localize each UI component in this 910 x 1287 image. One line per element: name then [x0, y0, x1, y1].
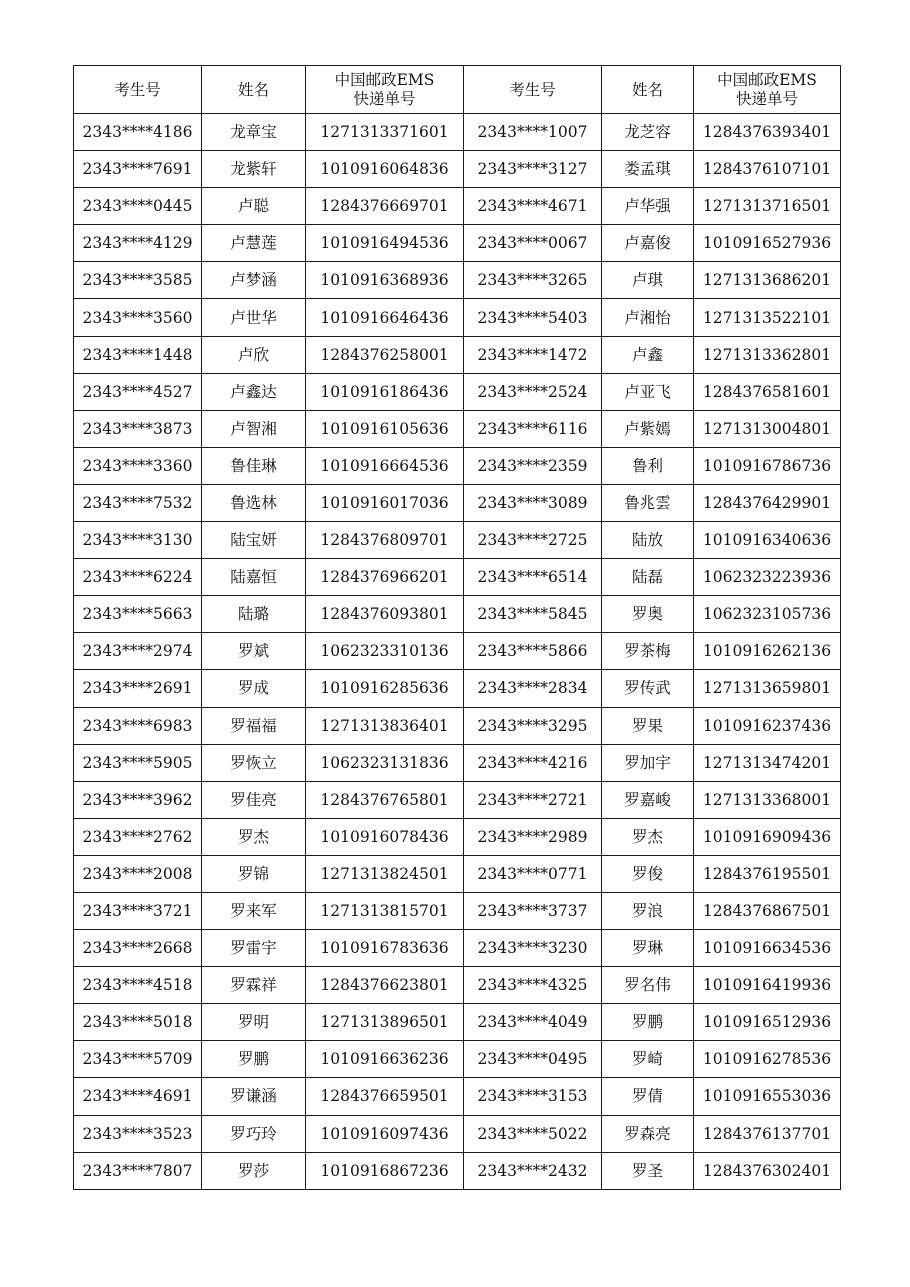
header-exam-id-right: 考生号: [464, 66, 602, 114]
header-exam-id-left: 考生号: [74, 66, 202, 114]
student-name-cell-right: 卢紫嫣: [602, 410, 694, 447]
student-name-cell-right: 卢华强: [602, 188, 694, 225]
ems-number-cell-left: 1010916285636: [306, 670, 464, 707]
exam-id-cell-right: 2343****6514: [464, 559, 602, 596]
student-name-cell-left: 罗福福: [202, 707, 306, 744]
exam-id-cell-left: 2343****4527: [74, 373, 202, 410]
ems-number-cell-right: 1271313659801: [694, 670, 841, 707]
student-name-cell-left: 陆宝妍: [202, 522, 306, 559]
exam-id-cell-right: 2343****4216: [464, 744, 602, 781]
student-name-cell-right: 罗琳: [602, 930, 694, 967]
exam-id-cell-right: 2343****5866: [464, 633, 602, 670]
student-name-cell-right: 陆磊: [602, 559, 694, 596]
student-name-cell-left: 卢欣: [202, 336, 306, 373]
exam-id-cell-left: 2343****4518: [74, 967, 202, 1004]
ems-number-cell-left: 1010916646436: [306, 299, 464, 336]
exam-id-cell-left: 2343****3523: [74, 1115, 202, 1152]
student-name-cell-left: 罗斌: [202, 633, 306, 670]
student-name-cell-left: 罗杰: [202, 818, 306, 855]
table-row: [74, 559, 841, 596]
header-ems-line1: 中国邮政EMS: [717, 70, 817, 89]
exam-id-cell-left: 2343****5709: [74, 1041, 202, 1078]
ems-number-cell-right: 1010916512936: [694, 1004, 841, 1041]
ems-number-cell-right: 1284376302401: [694, 1152, 841, 1189]
ems-number-cell-right: 1284376393401: [694, 114, 841, 151]
ems-number-cell-right: 1284376429901: [694, 484, 841, 521]
table-row: [74, 818, 841, 855]
exam-id-cell-right: 2343****6116: [464, 410, 602, 447]
student-name-cell-right: 罗森亮: [602, 1115, 694, 1152]
exam-id-cell-left: 2343****3560: [74, 299, 202, 336]
student-name-cell-right: 卢亚飞: [602, 373, 694, 410]
student-name-cell-left: 罗成: [202, 670, 306, 707]
ems-number-cell-left: 1010916064836: [306, 151, 464, 188]
ems-tracking-table: [73, 65, 841, 1190]
student-name-cell-right: 娄孟琪: [602, 151, 694, 188]
header-name-left: 姓名: [202, 66, 306, 114]
student-name-cell-left: 陆嘉恒: [202, 559, 306, 596]
student-name-cell-right: 鲁兆雲: [602, 484, 694, 521]
student-name-cell-left: 罗巧玲: [202, 1115, 306, 1152]
exam-id-cell-left: 2343****0445: [74, 188, 202, 225]
student-name-cell-left: 罗谦涵: [202, 1078, 306, 1115]
header-ems-right: [694, 66, 841, 114]
student-name-cell-right: 罗俊: [602, 855, 694, 892]
student-name-cell-left: 罗来军: [202, 892, 306, 929]
exam-id-cell-right: 2343****3089: [464, 484, 602, 521]
ems-number-cell-left: 1271313896501: [306, 1004, 464, 1041]
exam-id-cell-left: 2343****3360: [74, 447, 202, 484]
ems-number-cell-left: 1010916867236: [306, 1152, 464, 1189]
exam-id-cell-right: 2343****1472: [464, 336, 602, 373]
table-row: [74, 670, 841, 707]
ems-number-cell-right: 1062323105736: [694, 596, 841, 633]
exam-id-cell-left: 2343****2691: [74, 670, 202, 707]
exam-id-cell-left: 2343****7532: [74, 484, 202, 521]
table-row: [74, 373, 841, 410]
student-name-cell-right: 罗杰: [602, 818, 694, 855]
ems-number-cell-left: 1284376765801: [306, 781, 464, 818]
student-name-cell-left: 罗雷宇: [202, 930, 306, 967]
exam-id-cell-right: 2343****3230: [464, 930, 602, 967]
exam-id-cell-right: 2343****2721: [464, 781, 602, 818]
ems-number-cell-right: 1284376137701: [694, 1115, 841, 1152]
ems-number-cell-left: 1284376809701: [306, 522, 464, 559]
exam-id-cell-right: 2343****4671: [464, 188, 602, 225]
ems-number-cell-right: 1010916527936: [694, 225, 841, 262]
exam-id-cell-left: 2343****6224: [74, 559, 202, 596]
table-row: [74, 1004, 841, 1041]
exam-id-cell-right: 2343****3295: [464, 707, 602, 744]
exam-id-cell-left: 2343****2008: [74, 855, 202, 892]
exam-id-cell-left: 2343****7691: [74, 151, 202, 188]
ems-number-cell-left: 1010916017036: [306, 484, 464, 521]
student-name-cell-right: 罗加宇: [602, 744, 694, 781]
student-name-cell-left: 卢慧莲: [202, 225, 306, 262]
table-row: [74, 447, 841, 484]
table-row: [74, 967, 841, 1004]
header-ems-line1: 中国邮政EMS: [334, 70, 435, 89]
table-row: [74, 262, 841, 299]
header-ems-line2: 快递单号: [353, 89, 416, 108]
table-row: [74, 1152, 841, 1189]
ems-number-cell-left: 1062323310136: [306, 633, 464, 670]
student-name-cell-left: 鲁佳琳: [202, 447, 306, 484]
exam-id-cell-right: 2343****2725: [464, 522, 602, 559]
ems-number-cell-right: 1271313362801: [694, 336, 841, 373]
ems-number-cell-left: 1271313824501: [306, 855, 464, 892]
table-row: [74, 707, 841, 744]
ems-number-cell-right: 1284376867501: [694, 892, 841, 929]
table-row: [74, 484, 841, 521]
table-row: [74, 522, 841, 559]
student-name-cell-left: 卢世华: [202, 299, 306, 336]
student-name-cell-right: 卢鑫: [602, 336, 694, 373]
student-name-cell-right: 罗倩: [602, 1078, 694, 1115]
exam-id-cell-right: 2343****0771: [464, 855, 602, 892]
exam-id-cell-right: 2343****5845: [464, 596, 602, 633]
student-name-cell-right: 卢嘉俊: [602, 225, 694, 262]
table-header: [74, 66, 841, 114]
exam-id-cell-right: 2343****5022: [464, 1115, 602, 1152]
ems-number-cell-right: 1010916786736: [694, 447, 841, 484]
exam-id-cell-right: 2343****3127: [464, 151, 602, 188]
exam-id-cell-left: 2343****3585: [74, 262, 202, 299]
student-name-cell-left: 罗锦: [202, 855, 306, 892]
table-row: [74, 188, 841, 225]
table-row: [74, 410, 841, 447]
exam-id-cell-left: 2343****2974: [74, 633, 202, 670]
student-name-cell-right: 罗鹏: [602, 1004, 694, 1041]
student-name-cell-left: 罗明: [202, 1004, 306, 1041]
exam-id-cell-left: 2343****2668: [74, 930, 202, 967]
exam-id-cell-left: 2343****5018: [74, 1004, 202, 1041]
student-name-cell-right: 罗传武: [602, 670, 694, 707]
exam-id-cell-right: 2343****1007: [464, 114, 602, 151]
exam-id-cell-right: 2343****2432: [464, 1152, 602, 1189]
table-row: [74, 892, 841, 929]
ems-number-cell-left: 1010916636236: [306, 1041, 464, 1078]
ems-number-cell-left: 1010916078436: [306, 818, 464, 855]
ems-number-cell-left: 1284376093801: [306, 596, 464, 633]
ems-number-cell-right: 1010916278536: [694, 1041, 841, 1078]
student-name-cell-right: 鲁利: [602, 447, 694, 484]
student-name-cell-right: 卢琪: [602, 262, 694, 299]
exam-id-cell-right: 2343****2359: [464, 447, 602, 484]
header-name-right: 姓名: [602, 66, 694, 114]
student-name-cell-left: 罗霖祥: [202, 967, 306, 1004]
exam-id-cell-right: 2343****4049: [464, 1004, 602, 1041]
exam-id-cell-right: 2343****4325: [464, 967, 602, 1004]
ems-number-cell-left: 1010916664536: [306, 447, 464, 484]
exam-id-cell-right: 2343****3737: [464, 892, 602, 929]
ems-number-cell-left: 1271313836401: [306, 707, 464, 744]
exam-id-cell-left: 2343****5663: [74, 596, 202, 633]
exam-id-cell-right: 2343****0067: [464, 225, 602, 262]
ems-number-cell-right: 1010916553036: [694, 1078, 841, 1115]
ems-number-cell-right: 1284376107101: [694, 151, 841, 188]
ems-number-cell-right: 1062323223936: [694, 559, 841, 596]
ems-number-cell-left: 1284376659501: [306, 1078, 464, 1115]
exam-id-cell-right: 2343****2834: [464, 670, 602, 707]
table-row: [74, 744, 841, 781]
exam-id-cell-left: 2343****7807: [74, 1152, 202, 1189]
student-name-cell-right: 龙芝容: [602, 114, 694, 151]
ems-number-cell-right: 1271313004801: [694, 410, 841, 447]
ems-number-cell-left: 1010916368936: [306, 262, 464, 299]
student-name-cell-left: 龙章宝: [202, 114, 306, 151]
ems-number-cell-left: 1284376258001: [306, 336, 464, 373]
ems-number-cell-right: 1271313522101: [694, 299, 841, 336]
exam-id-cell-left: 2343****6983: [74, 707, 202, 744]
student-name-cell-right: 陆放: [602, 522, 694, 559]
table-row: [74, 633, 841, 670]
student-name-cell-right: 罗茶梅: [602, 633, 694, 670]
exam-id-cell-left: 2343****3130: [74, 522, 202, 559]
table-row: [74, 299, 841, 336]
table-row: [74, 930, 841, 967]
ems-number-cell-right: 1010916634536: [694, 930, 841, 967]
header-row: [74, 66, 841, 114]
student-name-cell-left: 罗莎: [202, 1152, 306, 1189]
exam-id-cell-right: 2343****2989: [464, 818, 602, 855]
student-name-cell-right: 罗嘉峻: [602, 781, 694, 818]
ems-number-cell-right: 1010916262136: [694, 633, 841, 670]
exam-id-cell-right: 2343****2524: [464, 373, 602, 410]
ems-number-cell-left: 1271313815701: [306, 892, 464, 929]
ems-number-cell-left: 1062323131836: [306, 744, 464, 781]
exam-id-cell-left: 2343****4186: [74, 114, 202, 151]
ems-number-cell-right: 1284376195501: [694, 855, 841, 892]
student-name-cell-right: 罗果: [602, 707, 694, 744]
ems-number-cell-right: 1010916419936: [694, 967, 841, 1004]
ems-number-cell-left: 1284376623801: [306, 967, 464, 1004]
exam-id-cell-left: 2343****2762: [74, 818, 202, 855]
student-name-cell-right: 罗圣: [602, 1152, 694, 1189]
exam-id-cell-left: 2343****4691: [74, 1078, 202, 1115]
table-row: [74, 1078, 841, 1115]
student-name-cell-left: 卢鑫达: [202, 373, 306, 410]
header-ems-left: [306, 66, 464, 114]
ems-number-cell-right: 1010916909436: [694, 818, 841, 855]
student-name-cell-right: 罗浪: [602, 892, 694, 929]
ems-number-cell-left: 1010916097436: [306, 1115, 464, 1152]
table-row: [74, 781, 841, 818]
exam-id-cell-right: 2343****0495: [464, 1041, 602, 1078]
student-name-cell-left: 罗鹏: [202, 1041, 306, 1078]
exam-id-cell-left: 2343****4129: [74, 225, 202, 262]
ems-number-cell-left: 1010916783636: [306, 930, 464, 967]
table-row: [74, 336, 841, 373]
student-name-cell-left: 卢智湘: [202, 410, 306, 447]
ems-number-cell-left: 1010916186436: [306, 373, 464, 410]
ems-number-cell-left: 1010916105636: [306, 410, 464, 447]
student-name-cell-left: 罗恢立: [202, 744, 306, 781]
ems-number-cell-left: 1271313371601: [306, 114, 464, 151]
exam-id-cell-right: 2343****5403: [464, 299, 602, 336]
ems-number-cell-left: 1284376669701: [306, 188, 464, 225]
table-row: [74, 596, 841, 633]
exam-id-cell-left: 2343****3962: [74, 781, 202, 818]
exam-id-cell-left: 2343****5905: [74, 744, 202, 781]
exam-id-cell-left: 2343****3873: [74, 410, 202, 447]
student-name-cell-right: 卢湘怡: [602, 299, 694, 336]
table-row: [74, 855, 841, 892]
student-name-cell-left: 龙紫轩: [202, 151, 306, 188]
student-name-cell-left: 卢聪: [202, 188, 306, 225]
table-row: [74, 1115, 841, 1152]
ems-number-cell-right: 1284376581601: [694, 373, 841, 410]
exam-id-cell-left: 2343****1448: [74, 336, 202, 373]
table-body: [74, 114, 841, 1190]
student-name-cell-left: 鲁选林: [202, 484, 306, 521]
student-name-cell-right: 罗奥: [602, 596, 694, 633]
ems-number-cell-right: 1271313686201: [694, 262, 841, 299]
student-name-cell-right: 罗崎: [602, 1041, 694, 1078]
table-row: [74, 151, 841, 188]
table-row: [74, 1041, 841, 1078]
ems-number-cell-left: 1010916494536: [306, 225, 464, 262]
student-name-cell-right: 罗名伟: [602, 967, 694, 1004]
ems-number-cell-right: 1271313716501: [694, 188, 841, 225]
student-name-cell-left: 陆璐: [202, 596, 306, 633]
ems-number-cell-right: 1010916340636: [694, 522, 841, 559]
ems-number-cell-left: 1284376966201: [306, 559, 464, 596]
ems-number-cell-right: 1271313474201: [694, 744, 841, 781]
header-ems-line2: 快递单号: [735, 89, 798, 108]
exam-id-cell-left: 2343****3721: [74, 892, 202, 929]
exam-id-cell-right: 2343****3153: [464, 1078, 602, 1115]
ems-number-cell-right: 1010916237436: [694, 707, 841, 744]
ems-number-cell-right: 1271313368001: [694, 781, 841, 818]
table-row: [74, 225, 841, 262]
exam-id-cell-right: 2343****3265: [464, 262, 602, 299]
student-name-cell-left: 罗佳亮: [202, 781, 306, 818]
table-row: [74, 114, 841, 151]
student-name-cell-left: 卢梦涵: [202, 262, 306, 299]
